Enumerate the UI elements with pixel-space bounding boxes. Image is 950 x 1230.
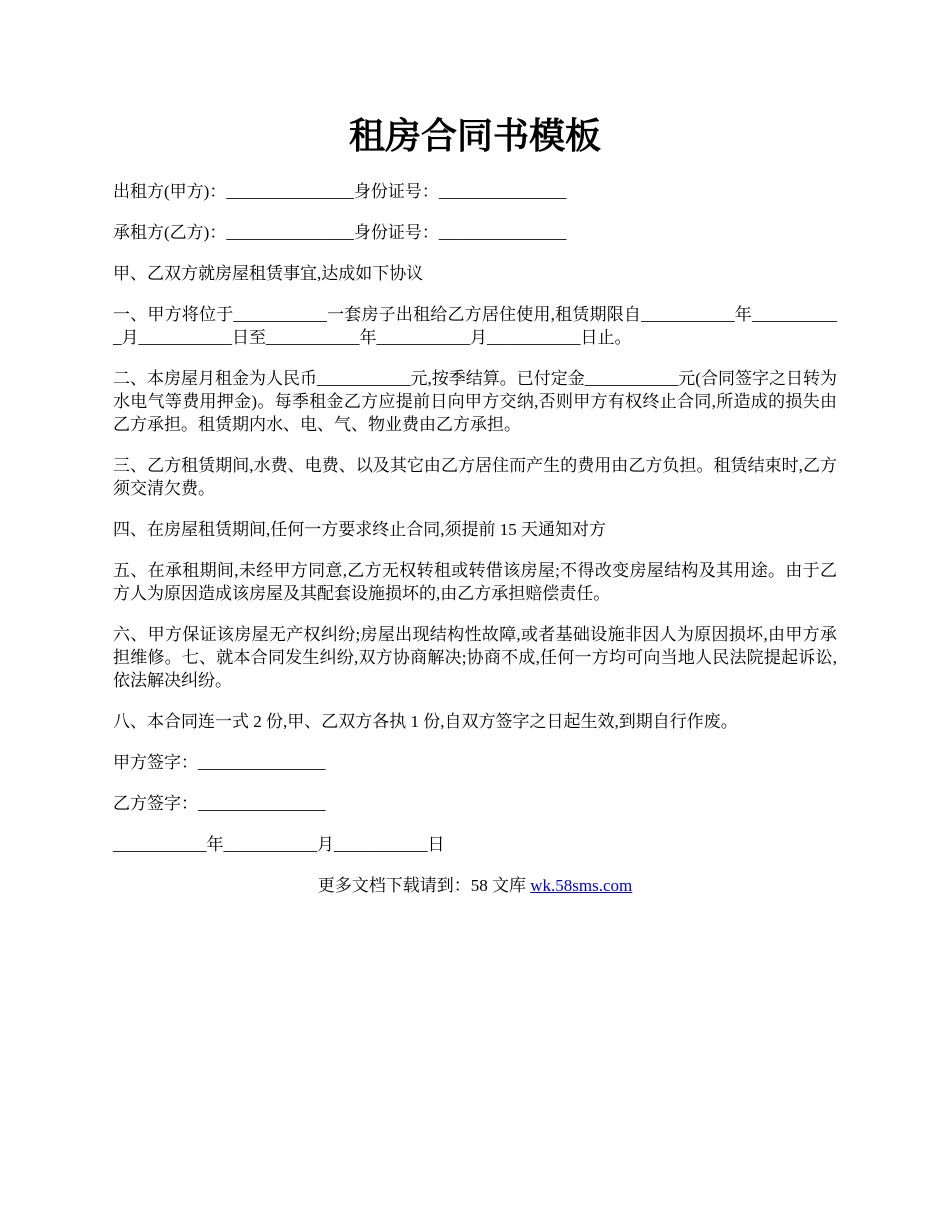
document-title: 租房合同书模板: [348, 116, 601, 156]
clause-1: 一、甲方将位于___________一套房子出租给乙方居住使用,租赁期限自___________年___________月___________日至___________年___________月___________日止。: [113, 305, 837, 347]
lessor-line: 出租方(甲方)：_______________身份证号：_______________: [113, 182, 567, 201]
agreement-intro: 甲、乙双方就房屋租赁事宜,达成如下协议: [113, 264, 424, 283]
footer-link[interactable]: wk.58sms.com: [530, 876, 633, 895]
download-footer: [0, 874, 950, 897]
party-a-signature: 甲方签字：_______________: [113, 753, 326, 772]
clause-8: 八、本合同连一式 2 份,甲、乙双方各执 1 份,自双方签字之日起生效,到期自行作废。: [113, 712, 738, 731]
clause-2: 二、本房屋月租金为人民币___________元,按季结算。已付定金___________元(合同签字之日转为水电气等费用押金)。每季租金乙方应提前日向甲方交纳,否则甲方有权终止合同,所造成的损失由乙方承担。租赁期内水、电、气、物业费由乙方承担。: [113, 369, 837, 434]
clause-3: 三、乙方租赁期间,水费、电费、以及其它由乙方居住而产生的费用由乙方负担。租赁结束时,乙方须交清欠费。: [113, 456, 837, 498]
footer-text: 更多文档下载请到：58 文库: [317, 876, 531, 895]
clause-6-7: 六、甲方保证该房屋无产权纠纷;房屋出现结构性故障,或者基础设施非因人为原因损坏,由甲方承担维修。七、就本合同发生纠纷,双方协商解决;协商不成,任何一方均可向当地人民法院提起诉讼,依法解决纠纷。: [113, 625, 837, 690]
clause-4: 四、在房屋租赁期间,任何一方要求终止合同,须提前 15 天通知对方: [113, 520, 606, 539]
party-b-signature: 乙方签字：_______________: [113, 794, 326, 813]
document-body: [113, 180, 837, 874]
signing-date: ___________年___________月___________日: [113, 835, 445, 854]
lessee-line: 承租方(乙方)：_______________身份证号：_______________: [113, 223, 567, 242]
clause-5: 五、在承租期间,未经甲方同意,乙方无权转租或转借该房屋;不得改变房屋结构及其用途。由于乙方人为原因造成该房屋及其配套设施损坏的,由乙方承担赔偿责任。: [113, 561, 837, 603]
